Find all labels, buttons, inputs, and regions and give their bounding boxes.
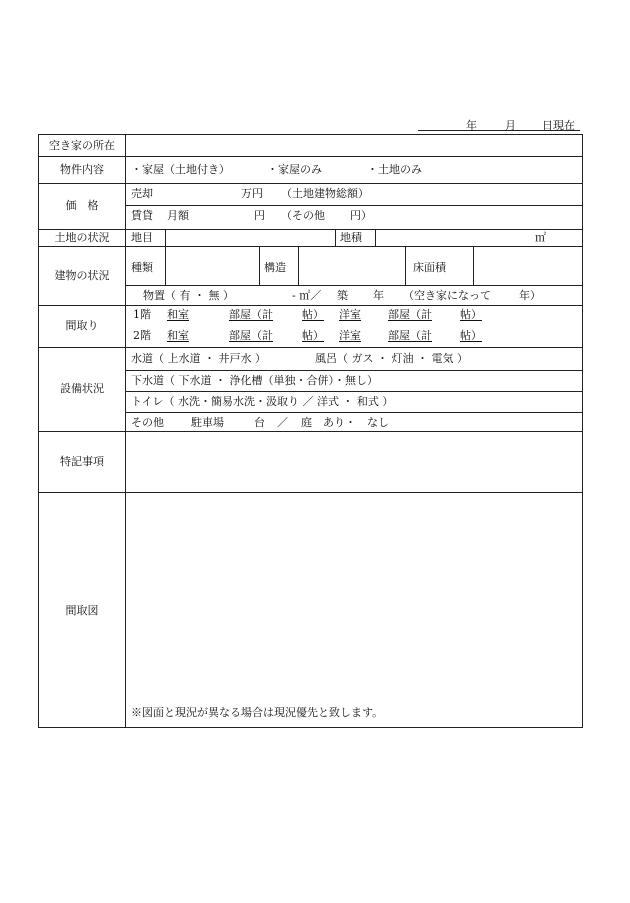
land-divider: [165, 229, 166, 246]
building-divider: [165, 246, 166, 285]
vacant-house-form: [38, 134, 583, 728]
facilities-sewer: 下水道（ 下水道 ・ 浄化槽（単独・合併）・無し）: [131, 374, 378, 387]
row-border: [39, 156, 582, 157]
layout-floor1-youshitsu-rooms: 部屋（計: [388, 308, 432, 321]
building-storage: 物置（ 有 ・ 無 ）: [143, 289, 234, 302]
price-rent-monthly: 月額: [167, 209, 189, 222]
layout-floor1-washitsu-unit: 帖）: [302, 308, 324, 321]
sub-row-border: [125, 370, 582, 371]
facilities-bath: 風呂（ ガス ・ 灯油 ・ 電気 ）: [315, 352, 468, 365]
land-label: 土地の状況: [54, 231, 110, 244]
floorplan-label: 間取図: [65, 604, 99, 617]
date-year-label: 年: [466, 119, 477, 132]
date-month-label: 月: [505, 119, 516, 132]
layout-floor1-label: 1階: [133, 308, 151, 321]
sub-row-border: [125, 285, 582, 286]
layout-floor2-washitsu-rooms: 部屋（計: [229, 329, 273, 342]
property-option-house-land: ・家屋（土地付き）: [131, 163, 230, 176]
price-rent-unit: 円: [254, 209, 265, 222]
price-sale-unit: 万円: [241, 187, 263, 200]
building-divider: [405, 246, 406, 285]
floorplan-note: ※図面と現況が異なる場合は現況優先と致します。: [131, 706, 384, 719]
sub-row-border: [125, 205, 582, 206]
sub-row-border: [125, 412, 582, 413]
row-border: [39, 246, 582, 247]
layout-floor1-washitsu: 和室: [167, 308, 189, 321]
building-built-year: 年: [373, 289, 384, 302]
building-vacant-year: 年）: [519, 289, 541, 302]
layout-floor1-washitsu-rooms: 部屋（計: [229, 308, 273, 321]
building-label: 建物の状況: [54, 269, 110, 282]
layout-floor2-youshitsu-unit: 帖）: [460, 329, 482, 342]
price-label: 価 格: [65, 199, 99, 212]
price-rent-label: 賃貸: [131, 209, 153, 222]
layout-floor2-youshitsu-rooms: 部屋（計: [388, 329, 432, 342]
property-label: 物件内容: [60, 163, 104, 176]
building-built-label: 築: [337, 289, 348, 302]
land-divider: [375, 229, 376, 246]
land-chiseki-label: 地積: [340, 231, 362, 244]
building-divider: [259, 246, 260, 285]
layout-floor1-youshitsu-unit: 帖）: [460, 308, 482, 321]
building-divider: [473, 246, 474, 285]
date-suffix-label: 日現在: [542, 119, 575, 132]
row-border: [39, 305, 582, 306]
row-border: [39, 229, 582, 230]
land-divider: [335, 229, 336, 246]
facilities-toilet: トイレ（ 水洗・簡易水洗・汲取り ／ 洋式 ・ 和式 ）: [131, 395, 394, 408]
sub-row-border: [125, 391, 582, 392]
facilities-garden-label: 庭: [301, 416, 312, 429]
facilities-slash: ／: [277, 416, 288, 429]
building-storage-area: - ㎡／: [292, 289, 322, 302]
building-structure-label: 構造: [264, 261, 286, 274]
price-rent-other: （その他: [281, 209, 325, 222]
land-area-unit: ㎡: [535, 231, 546, 244]
row-border: [39, 183, 582, 184]
layout-floor2-washitsu: 和室: [167, 329, 189, 342]
property-option-house-only: ・家屋のみ: [267, 163, 322, 176]
price-sale-label: 売却: [131, 187, 153, 200]
building-floor-area-label: 床面積: [413, 261, 446, 274]
date-line: [418, 116, 580, 131]
facilities-water: 水道（ 上水道 ・ 井戸水 ）: [131, 352, 266, 365]
facilities-label: 設備状況: [60, 382, 104, 395]
facilities-other-label: その他: [131, 416, 164, 429]
layout-floor1-youshitsu: 洋室: [339, 308, 361, 321]
price-rent-other-unit: 円）: [350, 209, 372, 222]
layout-label: 間取り: [65, 319, 99, 332]
facilities-parking-label: 駐車場: [191, 416, 224, 429]
building-vacant-since: （空き家になって: [403, 289, 491, 302]
layout-floor2-label: 2階: [133, 329, 151, 342]
layout-floor2-youshitsu: 洋室: [339, 329, 361, 342]
row-border: [39, 492, 582, 493]
row-border: [39, 347, 582, 348]
property-option-land-only: ・土地のみ: [367, 163, 422, 176]
notes-label: 特記事項: [60, 455, 104, 468]
facilities-garden-options: あり・ なし: [323, 416, 389, 429]
facilities-parking-unit: 台: [254, 416, 265, 429]
land-chimoku-label: 地目: [131, 231, 153, 244]
row-border: [39, 431, 582, 432]
layout-floor2-washitsu-unit: 帖）: [302, 329, 324, 342]
price-sale-note: （土地建物総額）: [281, 187, 369, 200]
location-label: 空き家の所在: [49, 139, 115, 152]
building-kind-label: 種類: [131, 261, 153, 274]
building-divider: [298, 246, 299, 285]
